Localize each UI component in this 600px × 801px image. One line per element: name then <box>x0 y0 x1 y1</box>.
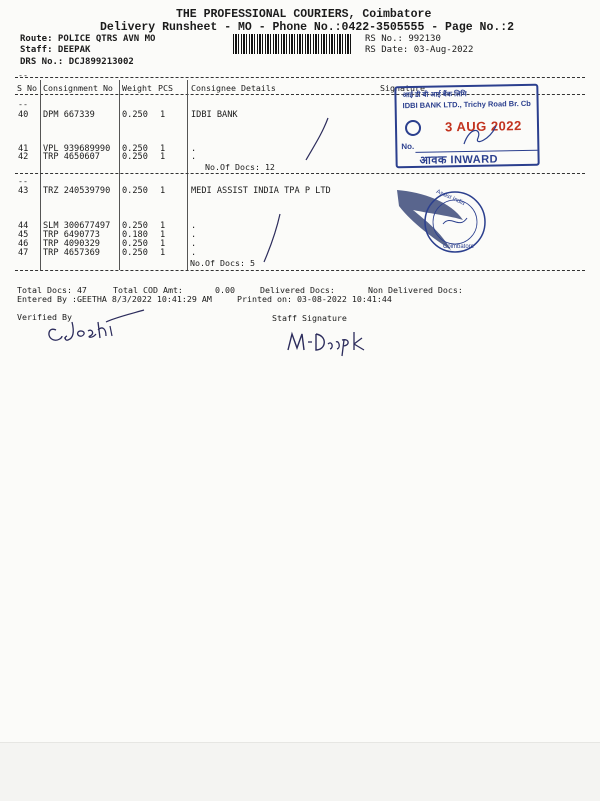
stamp-bank-line: IDBI BANK LTD., Trichy Road Br. Cb <box>402 98 531 111</box>
row-consignee: . <box>191 144 197 154</box>
non-delivered-docs: Non Delivered Docs: <box>368 285 463 295</box>
row-consignment: TRP 4657369 <box>43 248 100 258</box>
row-consignee: IDBI BANK <box>191 110 238 120</box>
row-pcs: 1 <box>160 152 166 162</box>
row-consignment: SLM 300677497 <box>43 221 111 231</box>
drs-number: DRS No.: DCJ899213002 <box>20 57 134 67</box>
idbi-logo-icon <box>405 120 421 136</box>
col-header-consignee: Consignee Details <box>191 83 276 93</box>
stamp-ring-top: Assist India <box>435 189 466 207</box>
barcode <box>233 34 353 54</box>
medi-assist-round-stamp <box>393 180 489 262</box>
row-consignee: . <box>191 230 197 240</box>
row-consignee: . <box>191 221 197 231</box>
divider <box>15 77 585 78</box>
row-pcs: 1 <box>160 110 166 120</box>
runsheet-title: Delivery Runsheet - MO - Phone No.:0422-3505555 - Page No.:2 <box>100 21 515 34</box>
staff-text: Staff: DEEPAK <box>20 45 91 55</box>
group-doc-count: No.Of Docs: 5 <box>190 258 255 268</box>
col-header-weight: Weight <box>122 83 152 93</box>
route-text: Route: POLICE QTRS AVN MO <box>20 34 156 44</box>
row-pcs: 1 <box>160 186 166 196</box>
row-weight: 0.250 <box>122 186 148 196</box>
stamp-initial-scribble <box>460 122 500 150</box>
row-consignment: TRP 4650607 <box>43 152 100 162</box>
divider <box>15 173 585 174</box>
staff-handwritten-signature <box>284 328 374 358</box>
row-weight: 0.250 <box>122 239 148 249</box>
row-pcs: 1 <box>160 248 166 258</box>
row-pcs: 1 <box>160 221 166 231</box>
total-docs: Total Docs: 47 <box>17 285 87 295</box>
col-header-sno: S No <box>17 83 37 93</box>
row-consignment: VPL 939689990 <box>43 144 111 154</box>
row-consignee: MEDI ASSIST INDIA TPA P LTD <box>191 186 331 196</box>
row-sno: 41 <box>18 144 29 154</box>
stamp-ring-bottom: Coimbatore <box>443 244 475 250</box>
total-cod-value: 0.00 <box>215 285 235 295</box>
top-dash-marker: -- <box>18 70 28 80</box>
stamp-no-label: No. <box>401 141 415 152</box>
row-sno: 47 <box>18 248 29 258</box>
stamp-inward: आवक INWARD <box>415 150 537 168</box>
column-separator <box>40 80 41 270</box>
entered-by: Entered By :GEETHA 8/3/2022 10:41:29 AM <box>17 294 212 304</box>
column-separator <box>187 80 188 270</box>
column-separator <box>119 80 120 270</box>
row-weight: 0.250 <box>122 248 148 258</box>
row-consignment: DPM 667339 <box>43 110 95 120</box>
row-pcs: 1 <box>160 144 166 154</box>
stamp-date: 3 AUG 2022 <box>444 118 522 135</box>
printed-on: Printed on: 03-08-2022 10:41:44 <box>237 294 392 304</box>
row-sno: 45 <box>18 230 29 240</box>
row-pcs: 1 <box>160 239 166 249</box>
receiver-tick <box>258 210 288 266</box>
row-sno: 46 <box>18 239 29 249</box>
stamp-hindi-line: आई डी बी आई बैंक लिमि <box>402 91 467 100</box>
row-consignee: . <box>191 248 197 258</box>
row-sno: 44 <box>18 221 29 231</box>
total-cod-label: Total COD Amt: <box>113 285 183 295</box>
scan-bottom-margin <box>0 742 600 801</box>
dash-marker: -- <box>18 176 28 186</box>
row-weight: 0.250 <box>122 152 148 162</box>
row-sno: 40 <box>18 110 29 120</box>
row-consignment: TRZ 240539790 <box>43 186 111 196</box>
row-weight: 0.250 <box>122 221 148 231</box>
staff-signature-label: Staff Signature <box>272 313 347 323</box>
row-weight: 0.250 <box>122 144 148 154</box>
divider <box>15 270 585 271</box>
row-sno: 43 <box>18 186 29 196</box>
group-doc-count: No.Of Docs: 12 <box>205 162 275 172</box>
row-consignee: . <box>191 152 197 162</box>
row-consignee: . <box>191 239 197 249</box>
rs-number: RS No.: 992130 <box>365 34 441 44</box>
delivered-docs: Delivered Docs: <box>260 285 335 295</box>
company-name: THE PROFESSIONAL COURIERS, Coimbatore <box>176 8 432 21</box>
verified-by-label: Verified By <box>17 312 72 322</box>
verifier-signature <box>40 304 150 348</box>
col-header-pcs: PCS <box>158 83 173 93</box>
col-header-consignment: Consignment No <box>43 83 113 93</box>
dash-marker: -- <box>18 99 28 109</box>
row-sno: 42 <box>18 152 29 162</box>
row-weight: 0.180 <box>122 230 148 240</box>
row-pcs: 1 <box>160 230 166 240</box>
col-header-signature: Signature <box>380 83 425 93</box>
row-weight: 0.250 <box>122 110 148 120</box>
row-consignment: TRP 6490773 <box>43 230 100 240</box>
receiver-tick <box>300 116 340 166</box>
row-consignment: TRP 4090329 <box>43 239 100 249</box>
rs-date: RS Date: 03-Aug-2022 <box>365 45 474 55</box>
